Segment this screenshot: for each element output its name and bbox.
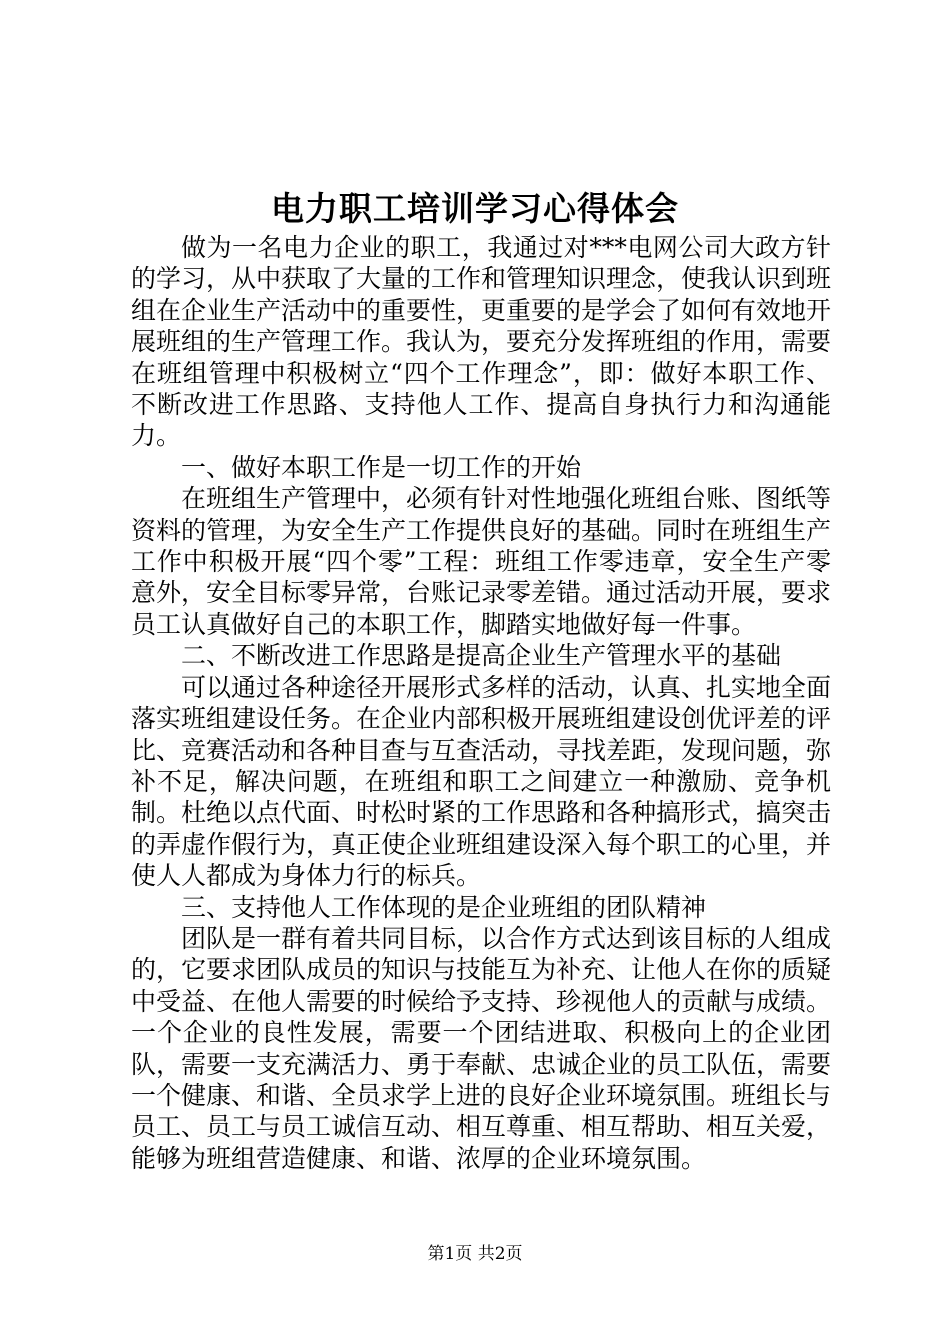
section-heading-2: 二、不断改进工作思路是提高企业生产管理水平的基础 [181, 641, 782, 671]
document-title: 电力职工培训学习心得体会 [271, 189, 679, 228]
document-body [131, 232, 831, 1174]
section-heading-1: 一、做好本职工作是一切工作的开始 [181, 452, 582, 482]
paragraph-section-3: 团队是一群有着共同目标，以合作方式达到该目标的人组成的，它要求团队成员的知识与技能互为补充、让他人在你的质疑中受益、在他人需要的时候给予支持、珍视他人的贡献与成绩。一个企业的良性发展，需要一个团结进取、积极向上的企业团队，需要一支充满活力、勇于奉献、忠诚企业的员工队伍，需要一个健康、和谐、全员求学上进的良好企业环境氛围。班组长与员工、员工与员工诚信互动、相互尊重、相互帮助、相互关爱，能够为班组营造健康、和谐、浓厚的企业环境氛围。 [131, 923, 832, 1173]
paragraph-section-1: 在班组生产管理中，必须有针对性地强化班组台账、图纸等资料的管理，为安全生产工作提供良好的基础。同时在班组生产工作中积极开展“四个零”工程：班组工作零违章，安全生产零意外，安全目标零异常，台账记录零差错。通过活动开展，要求员工认真做好自己的本职工作，脚踏实地做好每一件事。 [131, 484, 832, 639]
paragraph-intro: 做为一名电力企业的职工，我通过对***电网公司大政方针的学习，从中获取了大量的工作和管理知识理念，使我认识到班组在企业生产活动中的重要性，更重要的是学会了如何有效地开展班组的生产管理工作。我认为，要充分发挥班组的作用，需要在班组管理中积极树立“四个工作理念”，即：做好本职工作、不断改进工作思路、支持他人工作、提高自身执行力和沟通能力。 [131, 233, 832, 451]
paragraph-section-2: 可以通过各种途径开展形式多样的活动，认真、扎实地全面落实班组建设任务。在企业内部积极开展班组建设创优评差的评比、竞赛活动和各种目查与互查活动，寻找差距，发现问题，弥补不足，解决问题，在班组和职工之间建立一种激励、竞争机制。杜绝以点代面、时松时紧的工作思路和各种搞形式，搞突击的弄虚作假行为，真正使企业班组建设深入每个职工的心里，并使人人都成为身体力行的标兵。 [131, 672, 832, 891]
section-heading-3: 三、支持他人工作体现的是企业班组的团队精神 [181, 892, 707, 922]
page-footer: 第1页 共2页 [427, 1244, 523, 1264]
